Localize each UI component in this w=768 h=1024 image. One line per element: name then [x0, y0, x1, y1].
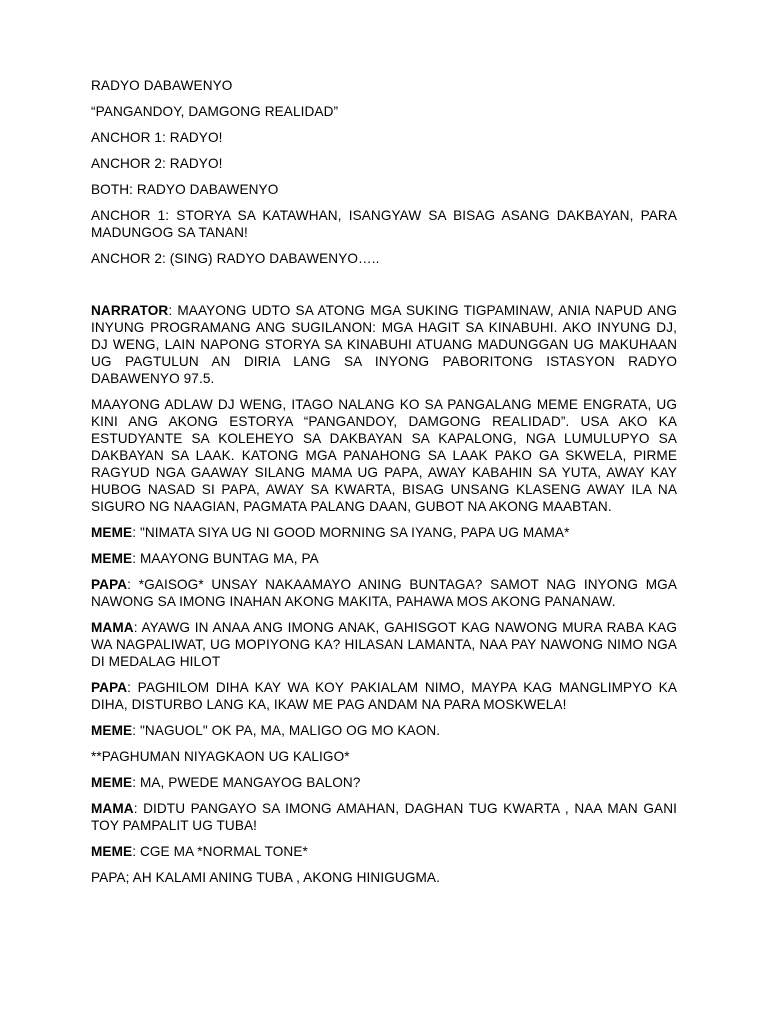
dialogue-line: [91, 576, 677, 610]
dialogue-text: : *GAISOG* UNSAY NAKAAMAYO ANING BUNTAGA? SAMOT NAG INYONG MGA NAWONG SA IMONG INAHAN AKONG MAKITA, PAHAWA MOS AKONG PANANAW.: [91, 577, 677, 609]
dialogue-line: [91, 800, 677, 834]
dialogue-line: [91, 843, 677, 860]
dialogue-line: [91, 722, 677, 739]
story-title: “PANGANDOY, DAMGONG REALIDAD”: [91, 104, 339, 119]
dialogue-text: : AYAWG IN ANAA ANG IMONG ANAK, GAHISGOT KAG NAWONG MURA RABA KAG WA NAGPALIWAT, UG MOPIYONG KA? HILASAN LAMANTA, NAA PAY NAWONG NIMO NGA DI MEDALAG HILOT: [91, 620, 677, 669]
speaker-name: MEME: [91, 525, 133, 540]
speaker-name: MEME: [91, 775, 133, 790]
dialogue-line: [91, 679, 677, 713]
anchor-line: ANCHOR 2: (SING) RADYO DABAWENYO…..: [91, 251, 380, 266]
dialogue-text: : CGE MA *NORMAL TONE*: [132, 844, 308, 859]
anchor-line: ANCHOR 2: RADYO!: [91, 156, 223, 171]
stage-direction: **PAGHUMAN NIYAGKAON UG KALIGO*: [91, 749, 350, 764]
intro-paragraph: MAAYONG ADLAW DJ WENG, ITAGO NALANG KO SA PANGALANG MEME ENGRATA, UG KINI ANG AKONG ESTORYA “PANGANDOY, DAMGONG REALIDAD”. USA AKO KA ESTUDYANTE SA KOLEHEYO SA DAKBAYAN SA KAPALONG, NGA LUMULUPYO SA DAKBAYAN SA LAAK. KATONG MGA PANAHONG SA LAAK PAKO GA SKWELA, PIRME RAGYUD NGA GAAWAY SILANG MAMA UG PAPA, AWAY KABAHIN SA YUTA, AWAY KAY HUBOG NASAD SI PAPA, AWAY SA KWARTA, BISAG UNSANG KLASENG AWAY ILA NA SIGURO NG NAAGIAN, PAGMATA PALANG DAAN, GUBOT NA AKONG MAABTAN.: [91, 397, 677, 514]
dialogue-text: : PAGHILOM DIHA KAY WA KOY PAKIALAM NIMO, MAYPA KAG MANGLIMPYO KA DIHA, DISTURBO LANG KA, IKAW ME PAG ANDAM NA PARA MOSKWELA!: [91, 680, 677, 712]
anchor-line: ANCHOR 1: STORYA SA KATAWHAN, ISANGYAW SA BISAG ASANG DAKBAYAN, PARA MADUNGOG SA TANAN!: [91, 208, 677, 240]
dialogue-line: [91, 550, 677, 567]
speaker-name: MEME: [91, 551, 133, 566]
dialogue-line: PAPA; AH KALAMI ANING TUBA , AKONG HINIGUGMA.: [91, 870, 440, 885]
speaker-name: PAPA: [91, 680, 128, 695]
narrator-paragraph: [91, 302, 677, 387]
anchor-line: BOTH: RADYO DABAWENYO: [91, 182, 279, 197]
dialogue-text: : MAAYONG UDTO SA ATONG MGA SUKING TIGPAMINAW, ANIA NAPUD ANG INYUNG PROGRAMANG ANG SUGILANON: MGA HAGIT SA KINABUHI. AKO INYUNG DJ, DJ WENG, LAIN NAPONG STORYA SA KINABUHI ATUANG MADUNGGAN UG MAKUHAAN UG PAGTULUN AN DIRIA LANG SA INYONG PABORITONG ISTASYON RADYO DABAWENYO 97.5.: [91, 303, 677, 386]
program-title: RADYO DABAWENYO: [91, 78, 233, 93]
speaker-name: PAPA: [91, 577, 128, 592]
dialogue-line: [91, 524, 677, 541]
dialogue-text: : "NIMATA SIYA UG NI GOOD MORNING SA IYANG, PAPA UG MAMA*: [132, 525, 570, 540]
dialogue-line: [91, 619, 677, 670]
dialogue-line: [91, 774, 677, 791]
speaker-name: MAMA: [91, 620, 134, 635]
dialogue-text: : MA, PWEDE MANGAYOG BALON?: [132, 775, 361, 790]
speaker-name: NARRATOR: [91, 303, 169, 318]
speaker-name: MAMA: [91, 801, 134, 816]
dialogue-text: : MAAYONG BUNTAG MA, PA: [132, 551, 319, 566]
dialogue-text: : "NAGUOL" OK PA, MA, MALIGO OG MO KAON.: [132, 723, 441, 738]
dialogue-text: : DIDTU PANGAYO SA IMONG AMAHAN, DAGHAN TUG KWARTA , NAA MAN GANI TOY PAMPALIT UG TUBA!: [91, 801, 677, 833]
anchor-line: ANCHOR 1: RADYO!: [91, 130, 223, 145]
speaker-name: MEME: [91, 723, 133, 738]
section-gap: [91, 276, 677, 302]
speaker-name: MEME: [91, 844, 133, 859]
